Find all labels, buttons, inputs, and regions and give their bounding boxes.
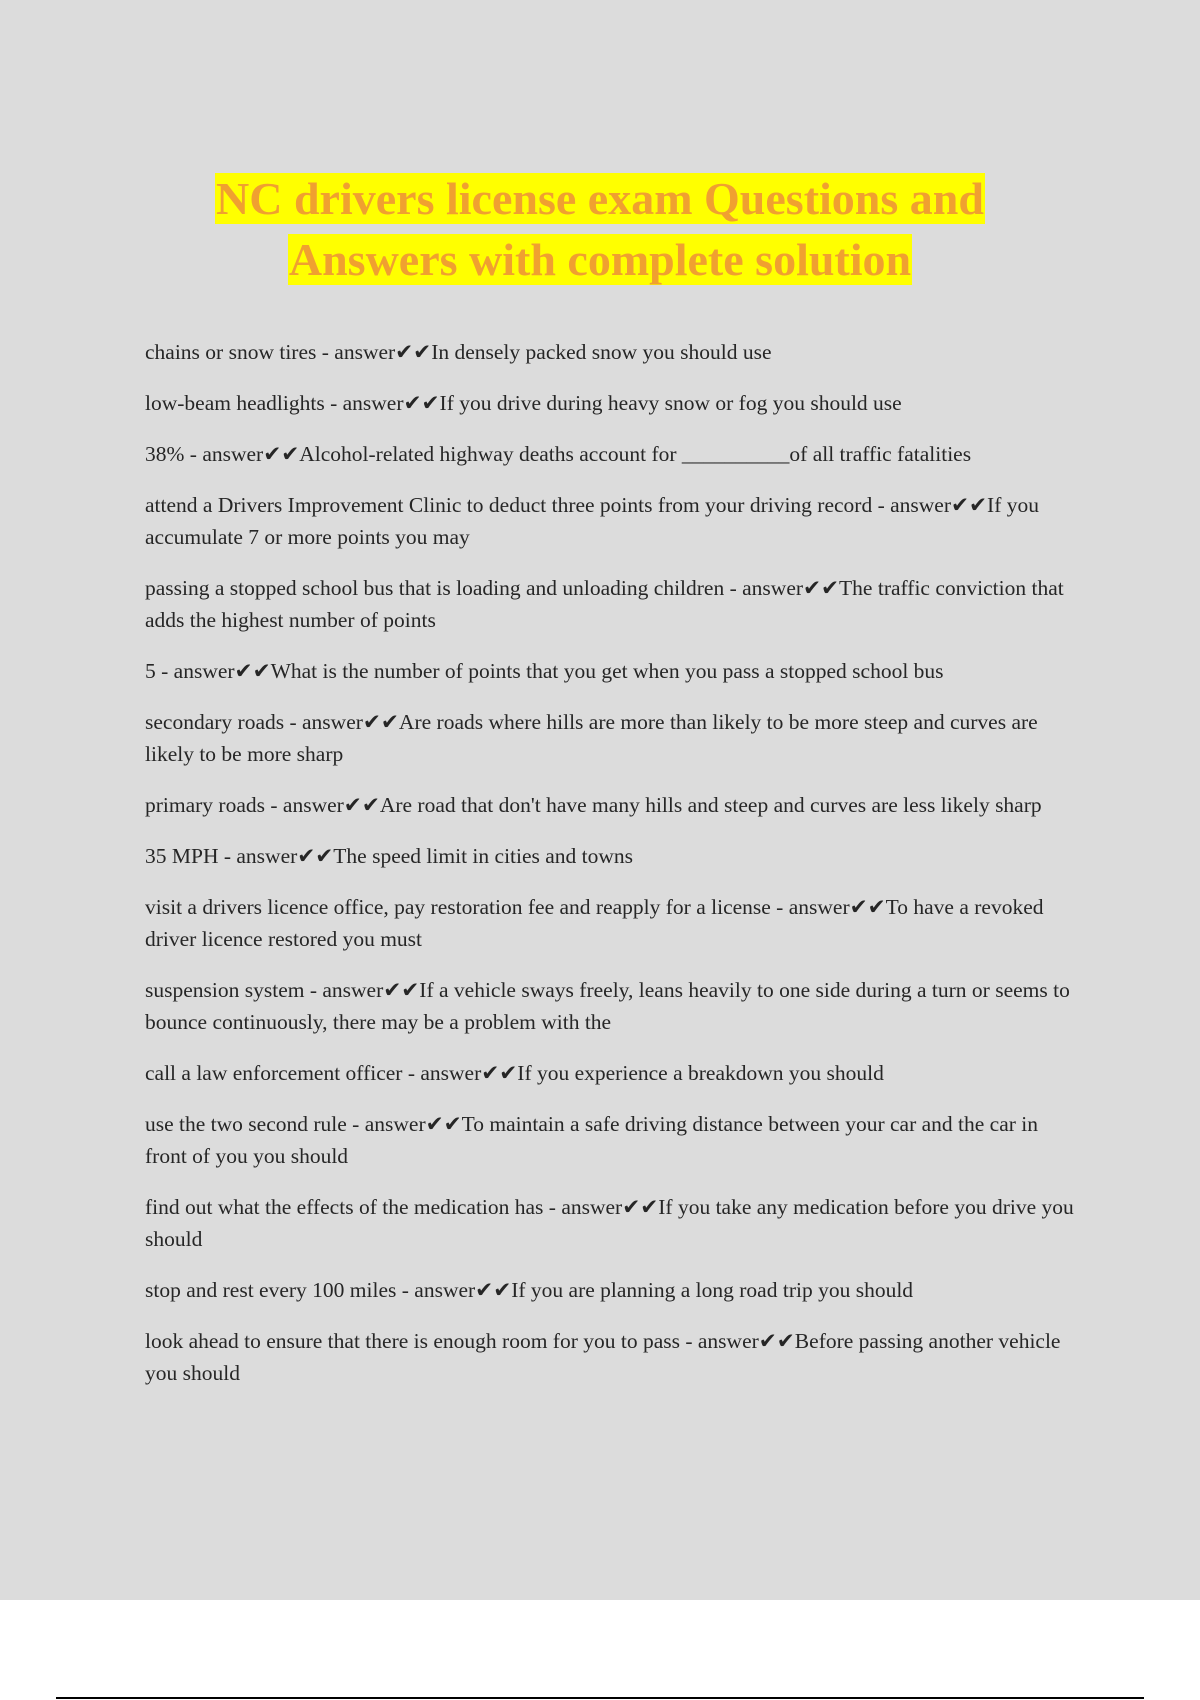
qa-item: low-beam headlights - answer✔✔If you drive during heavy snow or fog you should use xyxy=(145,391,902,415)
qa-item: use the two second rule - answer✔✔To maintain a safe driving distance between your car and the car in front of you you should xyxy=(145,1112,1039,1168)
qa-item: visit a drivers licence office, pay restoration fee and reapply for a license - answer✔✔To have a revoked driver licence restored you must xyxy=(145,895,1044,951)
qa-item: 35 MPH - answer✔✔The speed limit in cities and towns xyxy=(145,844,634,868)
qa-item: chains or snow tires - answer✔✔In densely packed snow you should use xyxy=(145,340,772,364)
qa-item: 38% - answer✔✔Alcohol-related highway deaths account for __________of all traffic fatalities xyxy=(145,442,972,466)
title-line-1: NC drivers license exam Questions and xyxy=(216,173,984,224)
qa-item: stop and rest every 100 miles - answer✔✔If you are planning a long road trip you should xyxy=(145,1278,914,1302)
qa-item: primary roads - answer✔✔Are road that don't have many hills and steep and curves are less likely sharp xyxy=(145,793,1042,817)
document-title xyxy=(0,168,1200,290)
qa-item: attend a Drivers Improvement Clinic to deduct three points from your driving record - answer✔✔If you accumulate 7 or more points you may xyxy=(145,493,1039,549)
qa-item: find out what the effects of the medication has - answer✔✔If you take any medication before you drive you should xyxy=(145,1195,1074,1251)
qa-item: suspension system - answer✔✔If a vehicle sways freely, leans heavily to one side during a turn or seems to bounce continuously, there may be a problem with the xyxy=(145,978,1070,1034)
qa-item: secondary roads - answer✔✔Are roads where hills are more than likely to be more steep and curves are likely to be more sharp xyxy=(145,710,1038,766)
qa-item: call a law enforcement officer - answer✔✔If you experience a breakdown you should xyxy=(145,1061,884,1085)
qa-list xyxy=(145,336,1075,1408)
title-line-2: Answers with complete solution xyxy=(288,234,912,285)
qa-item: passing a stopped school bus that is loading and unloading children - answer✔✔The traffic conviction that adds the highest number of points xyxy=(145,576,1064,632)
qa-item: 5 - answer✔✔What is the number of points that you get when you pass a stopped school bus xyxy=(145,659,944,683)
qa-item: look ahead to ensure that there is enough room for you to pass - answer✔✔Before passing another vehicle you should xyxy=(145,1329,1061,1385)
footer-divider xyxy=(56,1697,1144,1699)
